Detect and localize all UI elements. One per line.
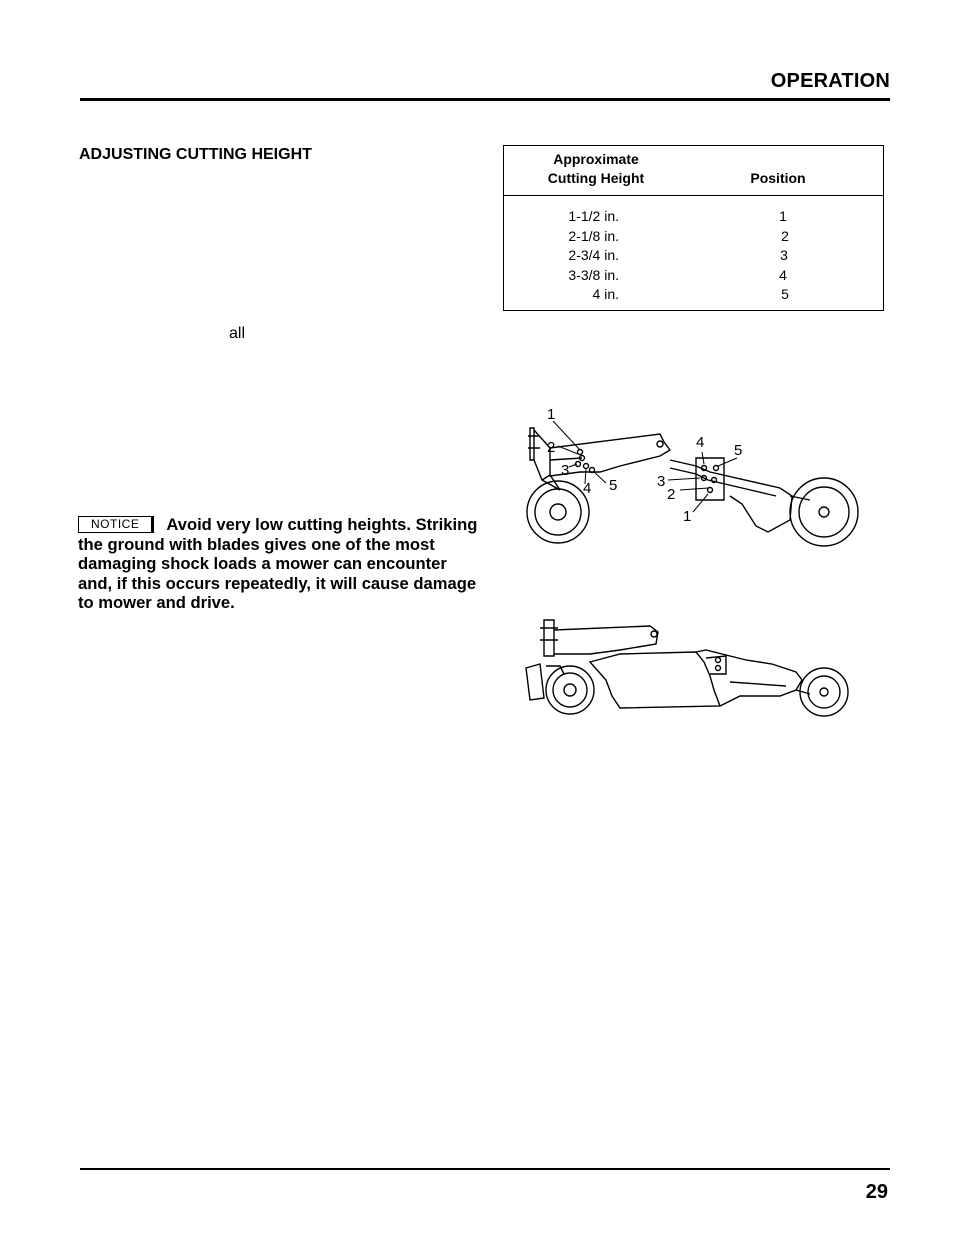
table-cell-height: 4 in. <box>592 286 619 302</box>
footer-divider <box>80 1168 890 1170</box>
section-title: OPERATION <box>770 70 890 92</box>
header-line: Cutting Height <box>547 170 645 186</box>
body-text-fragment: all <box>229 325 246 342</box>
subsection-heading: ADJUSTING CUTTING HEIGHT <box>79 146 312 163</box>
callout-label: 2 <box>547 439 556 456</box>
callout-label: 4 <box>583 480 592 497</box>
caster-arm <box>554 626 658 654</box>
cutting-height-table <box>503 145 884 311</box>
header-line: Approximate <box>553 151 639 167</box>
callout-label: 2 <box>667 486 676 503</box>
table-cell-height: 1-1/2 in. <box>568 208 619 224</box>
callout-label: 1 <box>547 406 556 423</box>
callout-label: 1 <box>683 508 692 525</box>
table-cell-position: 4 <box>779 266 787 283</box>
cutting-height-adjustment-diagram <box>520 400 865 550</box>
table-cell-position: 5 <box>781 286 789 302</box>
header-divider <box>80 98 890 101</box>
notice-badge: NOTICE <box>78 516 154 533</box>
callout-label: 3 <box>561 462 570 479</box>
rear-wheel <box>790 478 858 546</box>
callout-label: 4 <box>696 434 705 451</box>
callout-label: 5 <box>609 477 618 494</box>
table-header-position: Position <box>750 170 806 186</box>
table-cell-height: 3-3/8 in. <box>568 266 619 283</box>
page-number: 29 <box>865 1181 888 1203</box>
adjustment-bracket <box>696 458 724 500</box>
mower-side-view-illustration <box>520 610 855 722</box>
callout-label: 3 <box>657 473 666 490</box>
deck-arm <box>696 650 802 706</box>
notice-paragraph <box>78 515 478 613</box>
table-cell-position: 1 <box>779 208 787 224</box>
notice-text: Avoid very low cutting heights. Striking the ground with blades gives one of the most damaging shock loads a mower can encounter and, if this occurs repeatedly, it will cause damage to mower and drive. <box>78 515 478 612</box>
table-cell-position: 2 <box>781 227 789 244</box>
deck-housing <box>590 652 720 708</box>
table-cell-height: 2-3/4 in. <box>568 247 619 263</box>
table-header-divider <box>504 195 883 196</box>
caster-post <box>544 620 554 656</box>
caster-post <box>530 428 534 460</box>
caster-wheel-left <box>527 480 592 543</box>
callout-label: 5 <box>734 442 743 459</box>
table-header-cutting-height <box>526 150 666 188</box>
adjustment-holes-left <box>576 450 595 473</box>
table-cell-height: 2-1/8 in. <box>568 227 619 244</box>
table-cell-position: 3 <box>780 247 788 263</box>
